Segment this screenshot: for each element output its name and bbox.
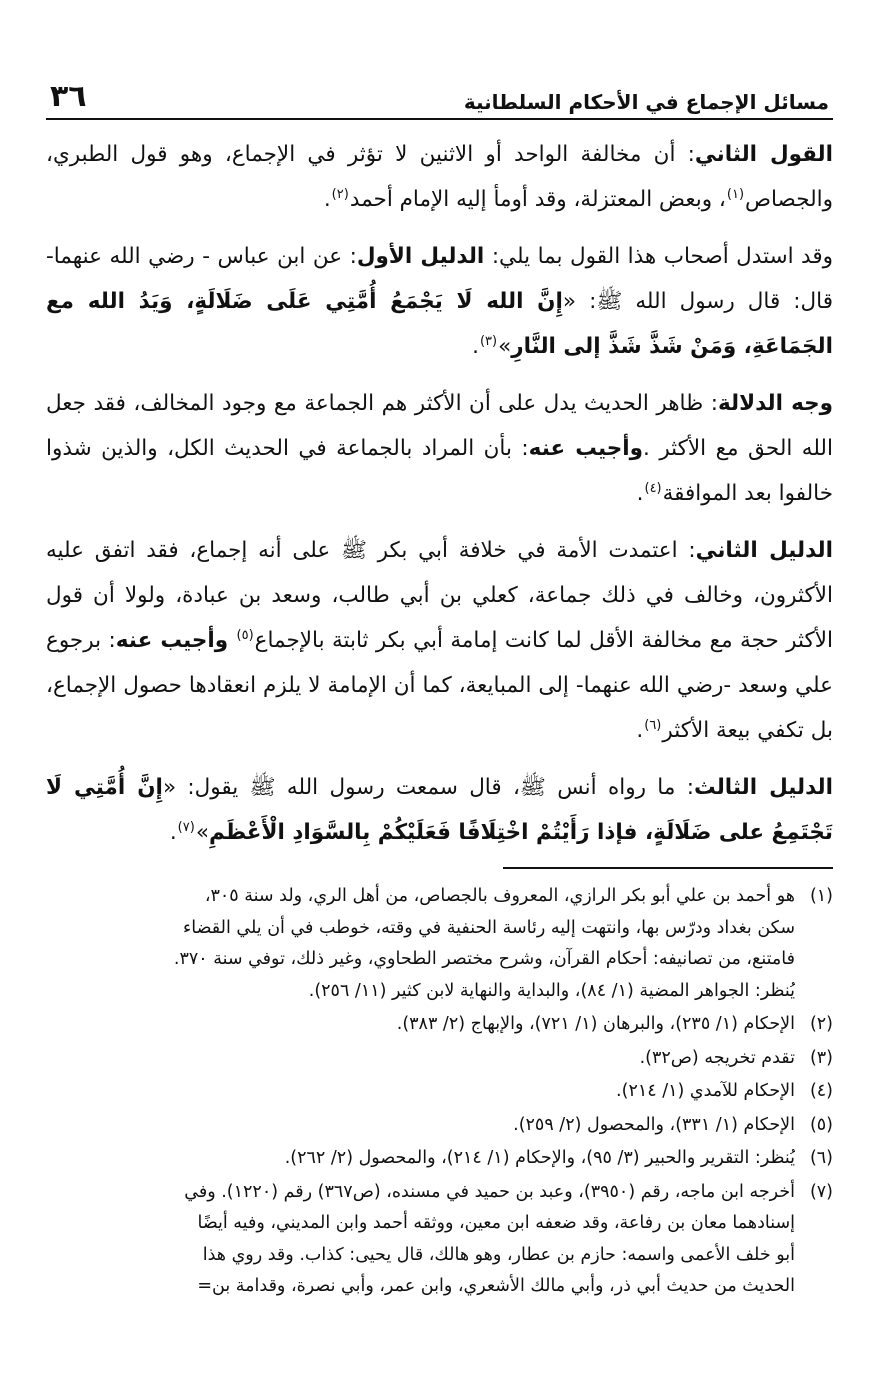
- paragraph-text: »: [498, 334, 512, 359]
- main-text: [46, 132, 833, 855]
- hadith-quote: إِنَّ أُمَّتِي لَا تَجْتَمِعُ على ضَلَالَةٍ، فإذا رَأَيْتُمْ اخْتِلَافًا فَعَلَيْكُمْ بِالسَّوَادِ الْأَعْظَمِ: [46, 775, 833, 845]
- paragraph-text: .: [472, 334, 479, 359]
- paragraph-text: وقد استدل أصحاب هذا القول بما يلي:: [491, 244, 833, 269]
- footnote-text: [46, 1143, 795, 1175]
- footnote-number: (١): [809, 886, 833, 906]
- paragraph-text: .: [169, 820, 177, 845]
- paragraph-second-opinion: [46, 132, 833, 222]
- footnote-line: سكن بغداد ودرّس بها، وانتهت إليه رئاسة الحنفية في وقته، خوطب في أن يلي القضاء: [183, 917, 795, 938]
- footnote-line: فامتنع، من تصانيفه: أحكام القرآن، وشرح مختصر الطحاوي، وغير ذلك، توفي سنة ٣٧٠.: [173, 949, 795, 969]
- running-title: مسائل الإجماع في الأحكام السلطانية: [463, 90, 829, 114]
- footnote-line: الإحكام (١/ ٢٣٥)، والبرهان (١/ ٧٢١)، والإبهاج (٢/ ٣٨٣).: [396, 1014, 795, 1034]
- footnote-ref: (٧): [177, 819, 195, 835]
- paragraph-text: : ظاهر الحديث يدل على أن الأكثر هم الجماعة مع وجود المخالف، فقد جعل الله الحق مع الأكثر .: [46, 391, 833, 461]
- paragraph-text: : بأن المراد بالجماعة في الحديث الكل، والذين شذوا خالفوا بعد الموافقة: [46, 436, 833, 506]
- footnote-item: [46, 1076, 833, 1108]
- hadith-quote: إِنَّ الله لَا يَجْمَعُ أُمَّتِي عَلَى ضَلَالَةٍ، وَيَدُ الله مع الجَمَاعَةِ، وَمَنْ شَذَّ شَذَّ إلى النَّارِ: [46, 289, 833, 359]
- page-number: ٣٦: [50, 79, 87, 114]
- paragraph-evidence-aspect: [46, 381, 833, 516]
- footnote-separator: [503, 867, 833, 869]
- footnote-text: [46, 1043, 795, 1075]
- term-heading: وأجيب عنه: [115, 628, 229, 653]
- footnote-text: [46, 1009, 795, 1041]
- footnote-item: [46, 1110, 833, 1142]
- term-heading: الدليل الثاني: [695, 538, 833, 563]
- paragraph-text: : اعتمدت الأمة في خلافة أبي بكر ﷺ على أنه إجماع، فقد اتفق عليه الأكثرون، وخالف في ذلك جماعة، كعلي بن أبي طالب، وسعد بن عبادة، ولولا أن قول الأكثر حجة مع مخالفة الأقل لما كانت إمامة أبي بكر ثابتة بالإجماع: [46, 538, 833, 653]
- paragraph-text: : أن مخالفة الواحد أو الاثنين لا تؤثر في الإجماع، وهو قول الطبري، والجصاص: [46, 142, 833, 212]
- paragraph-text: : عن ابن عباس - رضي الله عنهما- قال: قال رسول الله ﷺ: «: [46, 244, 833, 314]
- footnote-text: [46, 1110, 795, 1142]
- footnote-line: الحديث من حديث أبي ذر، وأبي مالك الأشعري، وابن عمر، وأبي نصرة، وقدامة بن=: [197, 1276, 795, 1296]
- term-heading: الدليل الثالث: [693, 775, 833, 800]
- paragraph-first-evidence: [46, 234, 833, 369]
- footnote-number: (٦): [809, 1148, 833, 1168]
- footnote-number: (٧): [809, 1181, 833, 1202]
- paragraph-text: .: [636, 718, 644, 743]
- page-header: [46, 62, 833, 120]
- footnote-item: [46, 1009, 833, 1041]
- paragraph-third-evidence: [46, 765, 833, 855]
- footnote-number: (٣): [809, 1047, 833, 1068]
- footnote-ref: (٣): [479, 333, 498, 349]
- term-heading: الدليل الأول: [356, 244, 485, 269]
- footnote-line: تقدم تخريجه (ص٣٢).: [639, 1047, 795, 1068]
- footnote-ref: (٤): [644, 480, 662, 496]
- footnote-item: [46, 1177, 833, 1303]
- footnote-number: (٢): [809, 1014, 833, 1034]
- footnotes: [46, 881, 833, 1303]
- footnote-line: هو أحمد بن علي أبو بكر الرازي، المعروف بالجصاص، من أهل الري، ولد سنة ٣٠٥،: [204, 886, 795, 906]
- footnote-line: أبو خلف الأعمى واسمه: حازم بن عطار، وهو هالك، قال يحيى: كذاب. وقد روي هذا: [202, 1244, 795, 1265]
- paragraph-text: ، وبعض المعتزلة، وقد أومأ إليه الإمام أحمد: [349, 187, 726, 212]
- footnote-ref: (٦): [644, 717, 662, 733]
- footnote-ref: (١): [726, 186, 745, 202]
- paragraph-text: »: [195, 820, 209, 845]
- footnote-text: [46, 881, 795, 1007]
- footnote-ref: (٥): [236, 627, 254, 643]
- paragraph-second-evidence: [46, 528, 833, 753]
- term-heading: وجه الدلالة: [717, 391, 833, 416]
- footnote-text: [46, 1076, 795, 1108]
- paragraph-text: : ما رواه أنس ﷺ، قال سمعت رسول الله ﷺ يقول: «: [162, 775, 694, 800]
- footnote-item: [46, 1043, 833, 1075]
- paragraph-text: .: [323, 187, 331, 212]
- footnote-line: الإحكام (١/ ٣٣١)، والمحصول (٢/ ٢٥٩).: [513, 1114, 795, 1135]
- footnote-item: [46, 1143, 833, 1175]
- term-heading: وأجيب عنه: [528, 436, 644, 461]
- footnote-item: [46, 881, 833, 1007]
- footnote-line: يُنظر: الجواهر المضية (١/ ٨٤)، والبداية والنهاية لابن كثير (١١/ ٢٥٦).: [308, 980, 795, 1001]
- footnote-line: الإحكام للآمدي (١/ ٢١٤).: [616, 1081, 795, 1101]
- footnote-ref: (٢): [331, 186, 349, 202]
- paragraph-text: : برجوع علي وسعد -رضي الله عنهما- إلى المبايعة، كما أن الإمامة لا يلزم انعقادها حصول الإجماع، بل تكفي بيعة الأكثر: [46, 628, 833, 743]
- footnote-number: (٥): [809, 1114, 833, 1135]
- term-heading: القول الثاني: [694, 142, 834, 167]
- footnote-line: يُنظر: التقرير والحبير (٣/ ٩٥)، والإحكام (١/ ٢١٤)، والمحصول (٢/ ٢٦٢).: [284, 1148, 795, 1168]
- footnote-line: إسنادهما معان بن رفاعة، وقد ضعفه ابن معين، ووثقه أحمد وابن المديني، وفيه أيضًا: [197, 1213, 795, 1233]
- footnote-text: [46, 1177, 795, 1303]
- footnote-line: أخرجه ابن ماجه، رقم (٣٩٥٠)، وعبد بن حميد في مسنده، (ص٣٦٧) رقم (١٢٢٠). وفي: [184, 1181, 795, 1202]
- footnote-number: (٤): [809, 1081, 833, 1101]
- paragraph-text: .: [636, 481, 644, 506]
